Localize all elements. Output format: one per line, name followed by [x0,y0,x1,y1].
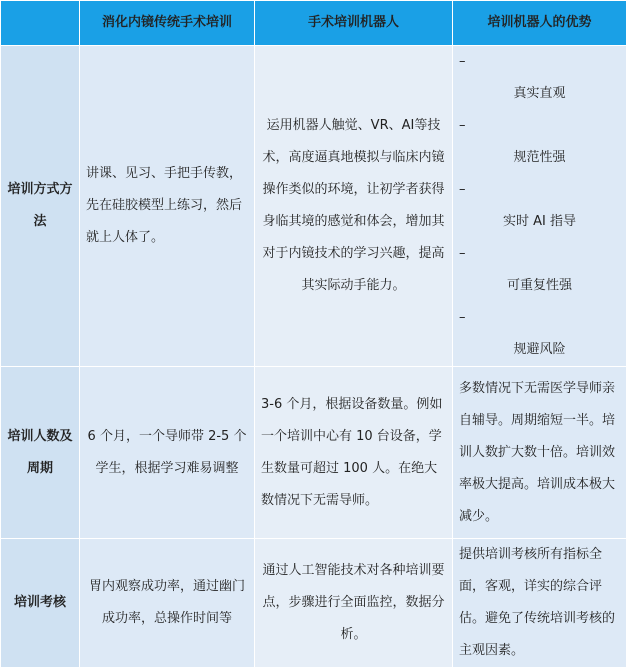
header-traditional: 消化内镜传统手术培训 [80,1,255,46]
advantage-item: – 规范性强 [459,110,620,174]
row-label-method: 培训方式方法 [1,46,80,367]
table-row-method [1,46,626,367]
cell-traditional-duration: 6 个月，一个导师带 2-5 个学生，根据学习难易调整 [80,367,255,539]
header-row [1,1,626,46]
cell-robot-method: 运用机器人触觉、VR、AI等技术，高度逼真地模拟与临床内镜操作类似的环境，让初学者获得身临其境的感觉和体会，增加其对于内镜技术的学习兴趣，提高其实际动手能力。 [255,46,453,367]
advantage-item: – 规避风险 [459,302,620,366]
header-advantages: 培训机器人的优势 [453,1,626,46]
row-label-assessment: 培训考核 [1,539,80,668]
cell-traditional-method: 讲课、见习、手把手传教，先在硅胶模型上练习，然后就上人体了。 [80,46,255,367]
cell-robot-assessment: 通过人工智能技术对各种培训要点，步骤进行全面监控，数据分析。 [255,539,453,668]
cell-robot-duration: 3-6 个月，根据设备数量。例如一个培训中心有 10 台设备，学生数量可超过 100 人。在绝大数情况下无需导师。 [255,367,453,539]
cell-advantages-method [453,46,626,367]
table-row-assessment [1,539,626,668]
advantage-item: – 实时 AI 指导 [459,174,620,238]
cell-advantages-duration: 多数情况下无需医学导师亲自辅导。周期缩短一半。培训人数扩大数十倍。培训效率极大提高。培训成本极大减少。 [453,367,626,539]
header-robot: 手术培训机器人 [255,1,453,46]
cell-traditional-assessment: 胃内观察成功率，通过幽门成功率，总操作时间等 [80,539,255,668]
cell-advantages-assessment: 提供培训考核所有指标全面，客观，详实的综合评估。避免了传统培训考核的主观因素。 [453,539,626,668]
row-label-duration: 培训人数及周期 [1,367,80,539]
advantage-item: – 可重复性强 [459,238,620,302]
table-row-duration [1,367,626,539]
header-corner [1,1,80,46]
advantage-item: – 真实直观 [459,46,620,110]
